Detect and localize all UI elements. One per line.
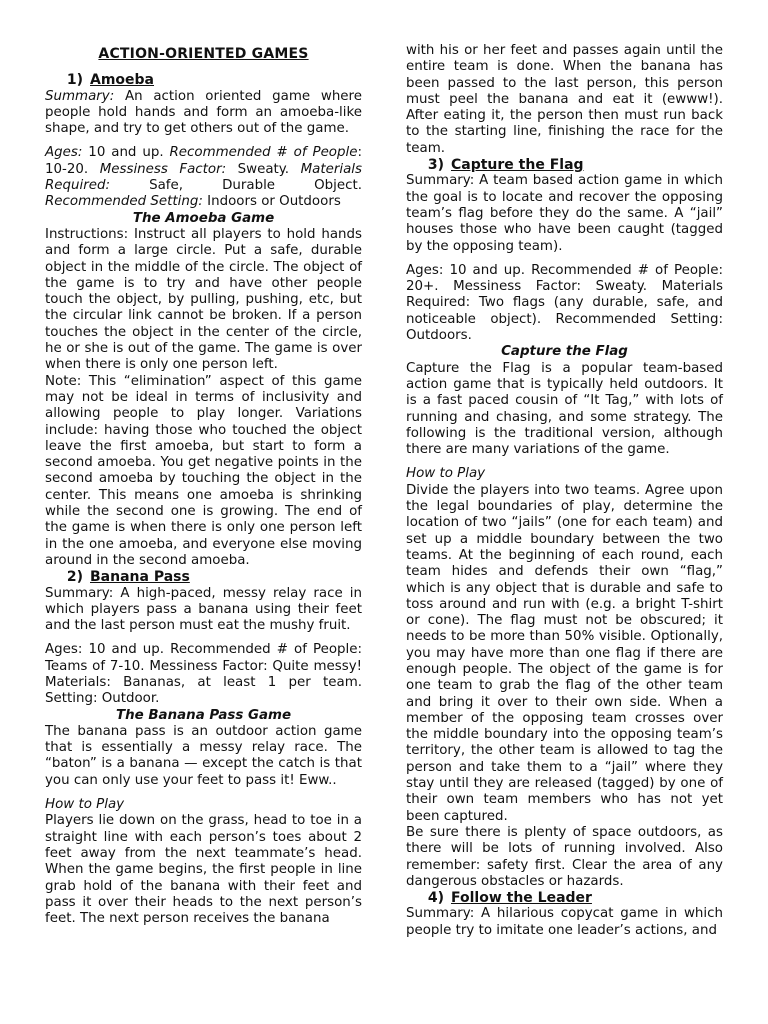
- section-number: 1): [66, 72, 83, 89]
- amoeba-note: Note: This “elimination” aspect of this game may not be ideal in terms of inclusivity and allowing people to play longer. Variations include: having those who touched the object leave the first amoeba, but start to form a second amoeba. You get negative points in the second amoeba by touching the object in the center. This means one amoeba is shrinking while the second one is growing. The end of the game is when there is only one person left in the one amoeba, and everyone else moving around in the second amoeba.: [45, 373, 362, 568]
- amoeba-summary: Summary: An action oriented game where people hold hands and form an amoeba-like shape, and try to get others out of the game.: [45, 88, 362, 137]
- flag-safety: Be sure there is plenty of space outdoors, as there will be lots of running involved. Also remember: safety first. Clear the area of any dangerous obstacles or hazards.: [406, 824, 723, 889]
- section-heading-banana-pass: [45, 569, 362, 585]
- section-title: Capture the Flag: [451, 157, 584, 174]
- flag-how-to-play-heading: How to Play: [406, 466, 486, 482]
- flag-game-heading: Capture the Flag: [501, 344, 628, 360]
- banana-details: Ages: 10 and up. Recommended # of People: Teams of 7-10. Messiness Factor: Quite messy! Materials: Bananas, at least 1 per team. Setting: Outdoor.: [45, 642, 362, 707]
- left-column: [45, 44, 362, 927]
- section-title: Amoeba: [90, 72, 155, 89]
- banana-game-heading: The Banana Pass Game: [115, 707, 292, 723]
- document-title: ACTION-ORIENTED GAMES: [98, 46, 309, 62]
- banana-how-to-play-heading: How to Play: [45, 797, 125, 813]
- section-number: 4): [427, 890, 444, 907]
- section-title: Follow the Leader: [451, 890, 592, 907]
- flag-summary: Summary: A team based action game in which the goal is to locate and recover the opposing team’s flag before they do the same. A “jail” houses those who have been caught (tagged by the opposing team).: [406, 173, 723, 254]
- section-heading-follow-the-leader: [406, 890, 723, 906]
- amoeba-game-heading: The Amoeba Game: [132, 210, 275, 226]
- right-column: [406, 43, 723, 939]
- banana-summary: Summary: A high-paced, messy relay race in which players pass a banana using their feet and the last person must eat the mushy fruit.: [45, 585, 362, 634]
- section-heading-amoeba: [45, 72, 362, 88]
- banana-play-text: Players lie down on the grass, head to toe in a straight line with each person’s toes about 2 feet away from the next teammate’s head. When the game begins, the first people in line grab hold of the banana with their feet and pass it over their heads to the next person’s feet. The next person receives the banana: [45, 813, 362, 927]
- amoeba-details: Ages: 10 and up. Recommended # of People: 10-20. Messiness Factor: Sweaty. Materials Required: Safe, Durable Object. Recommended Setting: Indoors or Outdoors: [45, 145, 362, 210]
- banana-intro: The banana pass is an outdoor action game that is essentially a messy relay race. The “baton” is a banana — except the catch is that you can only use your feet to pass it! Eww..: [45, 723, 362, 788]
- flag-details: Ages: 10 and up. Recommended # of People: 20+. Messiness Factor: Sweaty. Materials Required: Two flags (any durable, safe, and noticeable object). Recommended Setting: Outdoors.: [406, 262, 723, 344]
- section-title: Banana Pass: [90, 569, 190, 586]
- section-number: 2): [66, 569, 83, 586]
- flag-play-text: Divide the players into two teams. Agree upon the legal boundaries of play, determine the location of two “jails” (one for each team) and set up a middle boundary between the two teams. At the beginning of each round, each team hides and defends their own “flag,” which is any object that is durable and safe to toss around and run with (e.g. a bright T-shirt or cone). The flag must not be obscured; it needs to be more than 50% visible. Optionally, you may have more than one flag if there are enough people. The object of the game is for one team to grab the flag of the other team and bring it over to their own side. When a member of the opposing team crosses over the middle boundary into the opposing team’s territory, the other team is allowed to tag the person and take them to a “jail” where they stay until they are released (tagged) by one of their own team members who has not yet been captured.: [406, 482, 723, 824]
- leader-summary: Summary: A hilarious copycat game in which people try to imitate one leader’s actions, and: [406, 906, 723, 938]
- amoeba-instructions: Instructions: Instruct all players to hold hands and form a large circle. Put a safe, durable object in the middle of the circle. The object of the game is to try and have other people touch the object, by pulling, pushing, etc, but the circular link cannot be broken. If a person touches the object in the center of the circle, he or she is out of the game. The game is over when there is only one person left.: [45, 226, 362, 373]
- section-heading-capture-the-flag: [406, 157, 723, 173]
- banana-play-continued: with his or her feet and passes again until the entire team is done. When the banana has been passed to the last person, this person must peel the banana and eat it (ewww!). After eating it, the person then must run back to the starting line, finishing the race for the team.: [406, 43, 723, 156]
- flag-intro: Capture the Flag is a popular team-based action game that is typically held outdoors. It is a fast paced cousin of “It Tag,” with lots of running and chasing, and some strategy. The following is the traditional version, although there are many variations of the game.: [406, 360, 723, 458]
- section-number: 3): [427, 157, 444, 174]
